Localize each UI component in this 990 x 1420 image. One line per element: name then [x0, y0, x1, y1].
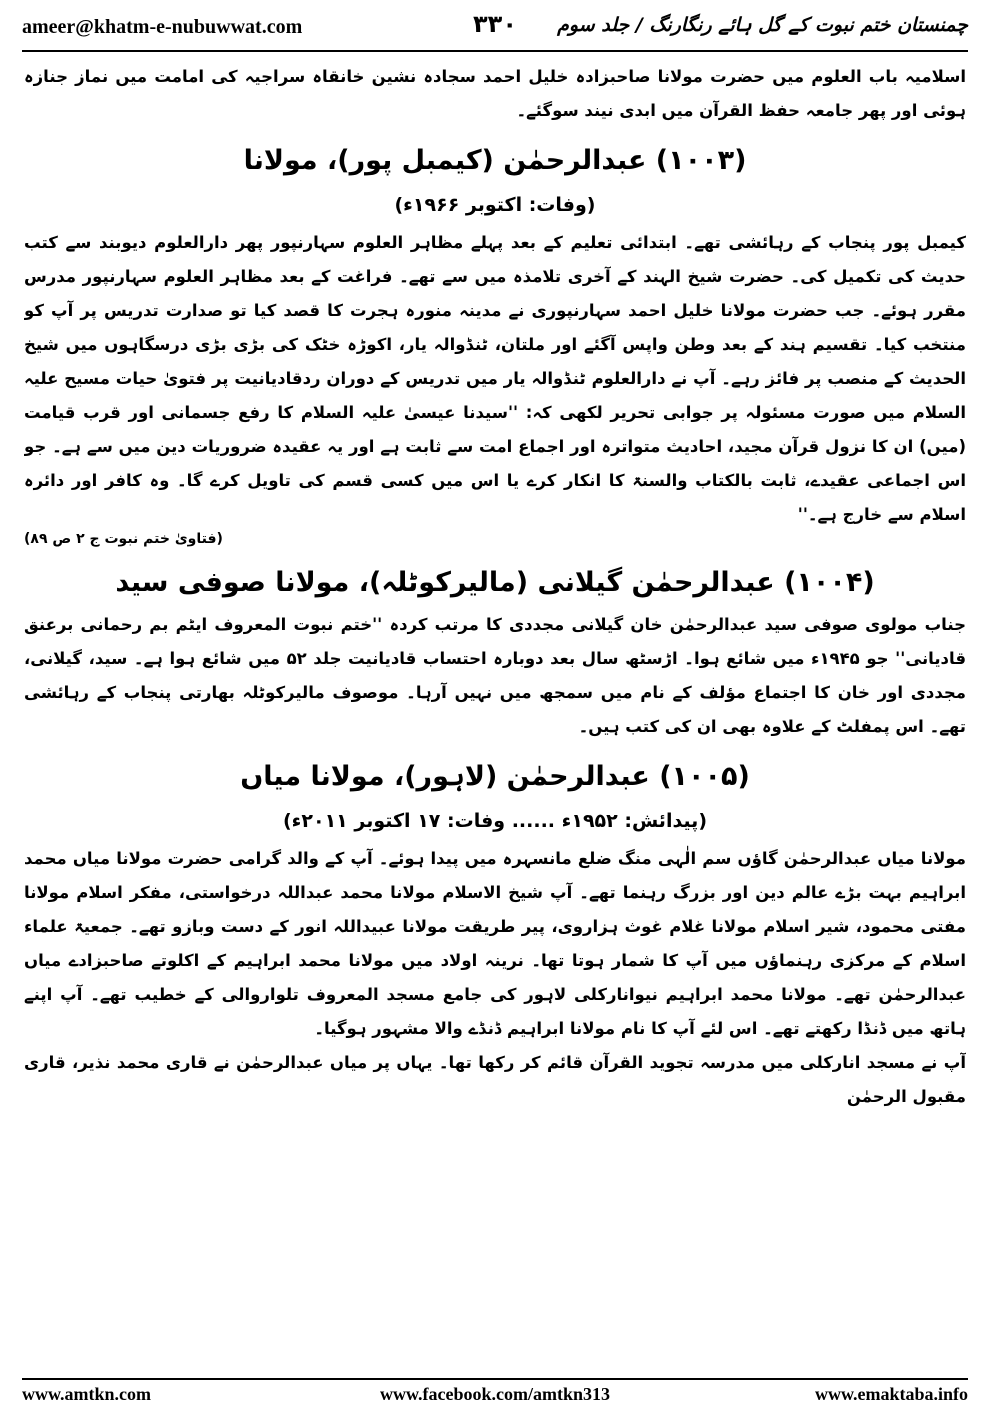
section-heading-1005: (۱۰۰۵) عبدالرحمٰن (لاہور)، مولانا میاں — [240, 761, 750, 792]
section-heading-1003: (۱۰۰۳) عبدالرحمٰن (کیمبل پور)، مولانا — [243, 145, 747, 176]
page-header — [22, 10, 968, 48]
header-email: ameer@khatm-e-nubuwwat.com — [22, 16, 303, 38]
section-paragraph-1005-a: مولانا میاں عبدالرحمٰن گاؤں سم الٰہی منگ ضلع مانسہرہ میں پیدا ہوئے۔ آپ کے والد گرامی حضرت مولانا میاں محمد ابراہیم بہت بڑے عالم دین اور بزرگ رہنما تھے۔ آپ شیخ الاسلام مولانا محمد عبداللہ درخواستی، مفکر اسلام مولانا مفتی محمود، شیر اسلام مولانا غلام غوث ہزاروی، پیر طریقت مولانا عبیداللہ انور کے دست وبازو تھے۔ جمعیۃ علماء اسلام کے مرکزی رہنماؤں میں آپ کا شمار ہوتا تھا۔ نرینہ اولاد میں مولانا محمد ابراہیم کے اکلوتے صاحبزادے میاں عبدالرحمٰن تھے۔ مولانا محمد ابراہیم نیوانارکلی لاہور کی جامع مسجد المعروف تلواروالی کے خطیب تھے۔ آپ اپنے ہاتھ میں ڈنڈا رکھتے تھے۔ اس لئے آپ کا نام مولانا ابراہیم ڈنڈے والا مشہور ہوگیا۔ — [24, 849, 966, 1038]
book-title: چمنستان ختم نبوت کے گل ہائے رنگارنگ / جلد سوم — [557, 14, 968, 36]
page-number: ۳۳۰ — [473, 10, 517, 38]
intro-paragraph: اسلامیہ باب العلوم میں حضرت مولانا صاحبزادہ خلیل احمد سجادہ نشین خانقاہ سراجیہ کی امامت میں نماز جنازہ ہوئی اور پھر جامعہ حفظ القرآن میں ابدی نیند سوگئے۔ — [24, 67, 966, 120]
header-divider — [22, 50, 968, 52]
footer-link-amtkn[interactable]: www.amtkn.com — [22, 1384, 151, 1404]
section-paragraph-1004: جناب مولوی صوفی سید عبدالرحمٰن خان گیلانی مجددی کا مرتب کردہ ''ختم نبوت المعروف ایٹم بم رحمانی برعنق قادیانی'' جو ۱۹۴۵ء میں شائع ہوا۔ اڑسٹھ سال بعد دوبارہ احتساب قادیانیت جلد ۵۲ میں شائع ہوا ہے۔ سید، گیلانی، مجددی اور خان کا اجتماع مؤلف کے نام میں سمجھ میں نہیں آرہا۔ موصوف مالیرکوٹلہ بھارتی پنجاب کے رہائشی تھے۔ اس پمفلٹ کے علاوہ بھی ان کی کتب ہیں۔ — [24, 615, 966, 736]
section-paragraph-1005-b: آپ نے مسجد انارکلی میں مدرسہ تجوید القرآن قائم کر رکھا تھا۔ یہاں پر میاں عبدالرحمٰن نے قاری محمد نذیر، قاری مقبول الرحمٰن — [24, 1053, 966, 1106]
footer-divider — [22, 1378, 968, 1380]
footer-link-emaktaba[interactable]: www.emaktaba.info — [814, 1384, 968, 1404]
section-dates-1005: (پیدائش: ۱۹۵۲ء ...... وفات: ۱۷ اکتوبر ۲۰۱۱ء) — [282, 810, 708, 832]
section-paragraph-1003: کیمبل پور پنجاب کے رہائشی تھے۔ ابتدائی تعلیم کے بعد پہلے مظاہر العلوم سہارنپور پھر دارالعلوم دیوبند سے کتب حدیث کی تکمیل کی۔ حضرت شیخ الہند کے آخری تلامذہ میں سے تھے۔ فراغت کے بعد مظاہر العلوم سہارنپور مدرس مقرر ہوئے۔ جب حضرت مولانا خلیل احمد سہارنپوری نے مدینہ منورہ ہجرت کا قصد کیا تو صدارت تدریس پر آپ کو منتخب کیا۔ تقسیم ہند کے بعد وطن واپس آگئے اور ملتان، ٹنڈوالہ یار، اکوڑہ خٹک کی بڑی بڑی درسگاہوں میں شیخ الحدیث کے منصب پر فائز رہے۔ آپ نے دارالعلوم ٹنڈوالہ یار میں تدریس کے دوران ردقادیانیت پر فتویٰ حیات مسیح علیہ السلام میں صورت مسئولہ پر جوابی تحریر لکھی کہ: ''سیدنا عیسیٰ علیہ السلام کا رفع جسمانی اور قرب قیامت (میں) ان کا نزول قرآن مجید، احادیث متواترہ اور اجماع امت سے ثابت ہے اور یہ عقیدہ ضروریات دین میں سے ہے۔ جو اس اجماعی عقیدے، ثابت بالکتاب والسنۃ کا انکار کرے یا اس میں کسی قسم کی تاویل کرے گا۔ وہ کافر اور دائرہ اسلام سے خارج ہے۔'' — [24, 233, 966, 524]
section-reference-1003: (فتاویٰ ختم نبوت ج ۲ ص ۸۹) — [24, 531, 223, 547]
section-dates-1003: (وفات: اکتوبر ۱۹۶۶ء) — [394, 194, 596, 216]
page-content — [24, 56, 966, 1368]
section-heading-1004: (۱۰۰۴) عبدالرحمٰن گیلانی (مالیرکوٹلہ)، مولانا صوفی سید — [115, 567, 875, 598]
footer-link-facebook[interactable]: www.facebook.com/amtkn313 — [380, 1384, 610, 1404]
page-footer — [22, 1384, 968, 1412]
